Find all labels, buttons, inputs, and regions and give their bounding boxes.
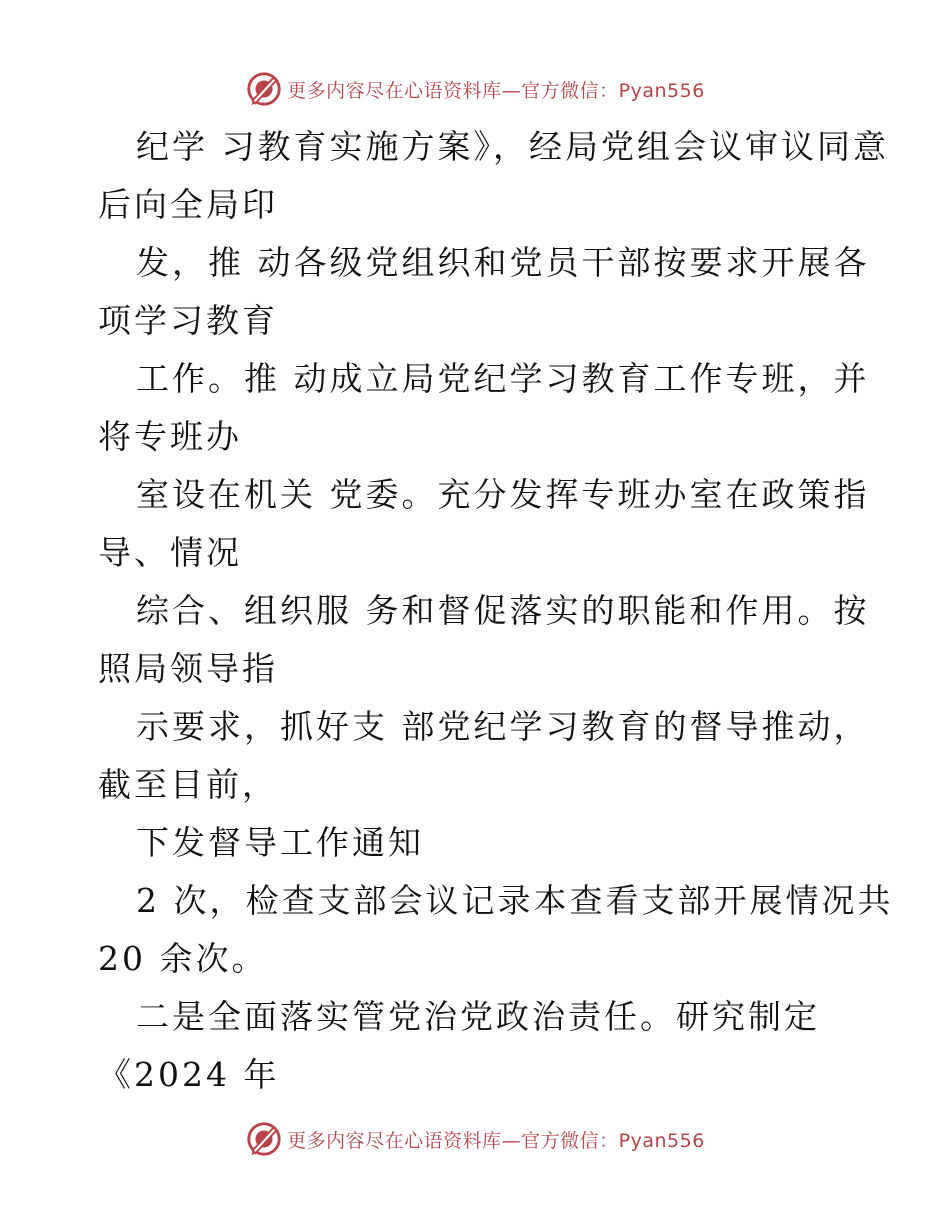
text-line: 下发督导工作通知 [136,823,424,862]
text-line: 2 次，检查支部会议记录本查看支部开展情况共 [136,881,894,920]
text-line: 示要求，抓好支 部党纪学习教育的督导推动， [136,707,870,746]
pen-logo-icon [245,1120,283,1158]
document-body [98,118,894,1104]
text-line: 截至目前， [98,765,278,804]
pen-logo-icon [245,70,283,108]
text-line: 纪学 习教育实施方案》，经局党组会议审议同意 [136,127,889,166]
text-line: 项学习教育 [98,301,278,340]
watermark-text: 更多内容尽在心语资料库—官方微信：Pyan556 [287,79,705,102]
text-line: 综合、组织服 务和督促落实的职能和作用。按 [136,591,870,630]
text-line: 20 余次。 [98,939,268,978]
text-line: 《2024 年 [98,1055,280,1094]
text-line: 将专班办 [98,417,242,456]
footer-watermark [0,1120,950,1158]
text-line: 二是全面落实管党治党政治责任。研究制定 [136,997,820,1036]
text-line: 工作。推 动成立局党纪学习教育工作专班，并 [136,359,870,398]
text-line: 后向全局印 [98,185,278,224]
text-line: 发，推 动各级党组织和党员干部按要求开展各 [136,243,870,282]
text-line: 室设在机关 党委。充分发挥专班办室在政策指 [136,475,870,514]
text-line: 导、情况 [98,533,242,572]
header-watermark [0,70,950,108]
text-line: 照局领导指 [98,649,278,688]
watermark-text: 更多内容尽在心语资料库—官方微信：Pyan556 [287,1129,705,1152]
